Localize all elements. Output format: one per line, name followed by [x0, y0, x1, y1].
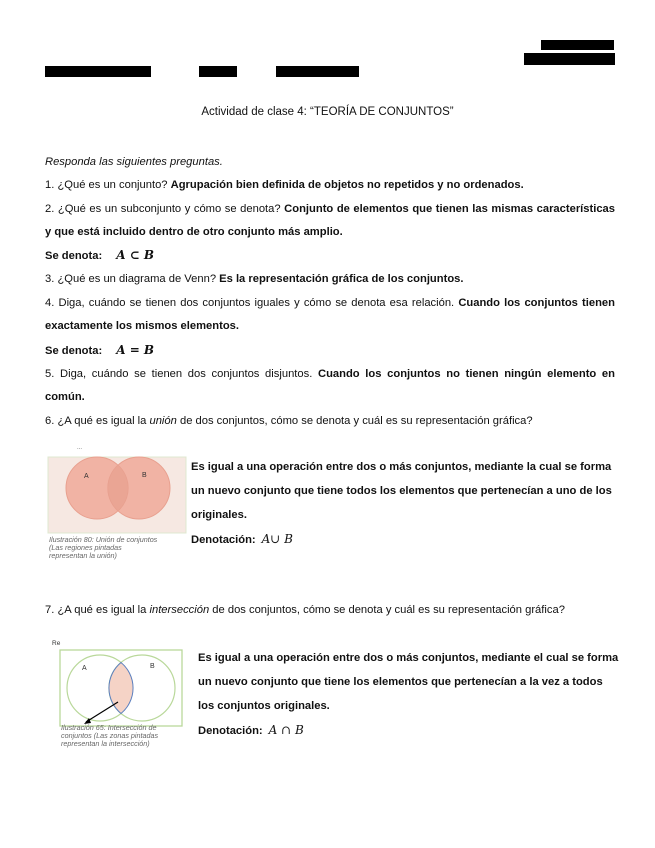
- answer-4-part1: Cuando los conjuntos tienen: [458, 297, 615, 309]
- figure-caption-intersection: [61, 724, 158, 748]
- venn-union-top-label: ...: [77, 445, 83, 451]
- venn-union-label-a: A: [84, 473, 89, 480]
- answer-6-block: [191, 455, 612, 552]
- denote-label: Se denota:: [45, 250, 103, 262]
- caption-line: representan la unión): [49, 551, 117, 560]
- answer-7-block: [198, 646, 618, 743]
- venn-intersection-universe-label: Re: [52, 640, 61, 647]
- caption-line: representan la intersección): [61, 739, 150, 748]
- venn-intersection-diagram: [50, 636, 188, 730]
- denote-label: Se denota:: [45, 345, 103, 357]
- answer-6-line: Es igual a una operación entre dos o más conjuntos, mediante la cual se forma: [191, 461, 612, 473]
- venn-union-label-b: B: [142, 472, 147, 479]
- answer-4-line2-row: [45, 319, 615, 333]
- question-5: [45, 367, 615, 381]
- notation-subset: A ⊂ B: [116, 248, 155, 262]
- notation-equal: A = B: [116, 343, 155, 357]
- question-4: [45, 296, 615, 310]
- venn-union-diagram: [47, 443, 187, 535]
- answer-2-line1: Conjunto de elementos que tienen las mismas características: [284, 203, 615, 215]
- question-2-text: 2. ¿Qué es un subconjunto y cómo se denota?: [45, 203, 281, 215]
- caption-line: Ilustración 80: Unión de conjuntos: [49, 535, 158, 544]
- answer-6-line: un nuevo conjunto que tiene todos los elementos que pertenecían a uno de los: [191, 485, 612, 497]
- redaction-bar: [524, 53, 615, 65]
- question-6: [45, 414, 615, 428]
- answer-7-line: un nuevo conjunto que tiene los elementos que pertenecían a la vez a todos: [198, 676, 603, 688]
- question-7-pre: 7. ¿A qué es igual la: [45, 604, 150, 616]
- answer-3: Es la representación gráfica de los conjuntos.: [219, 273, 464, 285]
- question-3: [45, 272, 615, 286]
- venn-intersection-label-b: B: [150, 663, 155, 670]
- answer-5-line2-row: [45, 390, 615, 404]
- answer-6-line: originales.: [191, 509, 247, 521]
- answer-2-line2: y que está incluido dentro de otro conjunto más amplio.: [45, 226, 343, 238]
- question-3-text: 3. ¿Qué es un diagrama de Venn?: [45, 273, 217, 285]
- question-6-pre: 6. ¿A qué es igual la: [45, 415, 150, 427]
- caption-line: Ilustración 65: Intersección de: [61, 723, 157, 732]
- denote-label: Denotación:: [191, 534, 256, 546]
- question-7: [45, 603, 615, 617]
- figure-caption-union: [49, 536, 157, 560]
- answer-5-line2: común.: [45, 391, 85, 403]
- denote-2-row: [45, 248, 615, 263]
- answer-7-line: los conjuntos originales.: [198, 700, 330, 712]
- denote-4-row: [45, 343, 615, 358]
- denote-6-row: [191, 527, 612, 552]
- denote-7-row: [198, 718, 618, 743]
- answer-1: Agrupación bien definida de objetos no repetidos y no ordenados.: [170, 179, 524, 191]
- notation-union: A∪ B: [261, 532, 293, 546]
- question-6-post: de dos conjuntos, cómo se denota y cuál es su representación gráfica?: [176, 415, 533, 427]
- redaction-bar: [276, 66, 359, 77]
- intro-text: Responda las siguientes preguntas.: [45, 156, 223, 168]
- redaction-bar: [199, 66, 237, 77]
- caption-line: (Las regiones pintadas: [49, 543, 122, 552]
- answer-4-line2: exactamente los mismos elementos.: [45, 320, 240, 332]
- question-6-em: unión: [149, 415, 177, 427]
- answer-5-part1: Cuando los conjuntos no tienen ningún elemento en: [318, 368, 615, 380]
- caption-line: conjuntos (Las zonas pintadas: [61, 731, 159, 740]
- question-7-post: de dos conjuntos, cómo se denota y cuál es su representación gráfica?: [209, 604, 565, 616]
- notation-intersection: A ∩ B: [268, 723, 304, 737]
- answer-7-line: Es igual a una operación entre dos o más conjuntos, mediante el cual se forma: [198, 652, 619, 664]
- denote-label: Denotación:: [198, 725, 263, 737]
- question-4-text: 4. Diga, cuándo se tienen dos conjuntos iguales y cómo se denota esa relación.: [45, 297, 455, 309]
- redaction-bar: [541, 40, 614, 50]
- redaction-bar: [45, 66, 151, 77]
- question-1-text: 1. ¿Qué es un conjunto?: [45, 179, 168, 191]
- page-title: Actividad de clase 4: “TEORÍA DE CONJUNTOS”: [201, 106, 454, 118]
- question-1: [45, 178, 615, 192]
- question-2: [45, 202, 615, 216]
- venn-intersection-label-a: A: [82, 665, 87, 672]
- question-7-em: intersección: [149, 604, 210, 616]
- question-5-text: 5. Diga, cuándo se tienen dos conjuntos disjuntos.: [45, 368, 313, 380]
- answer-2-line2-row: [45, 225, 615, 239]
